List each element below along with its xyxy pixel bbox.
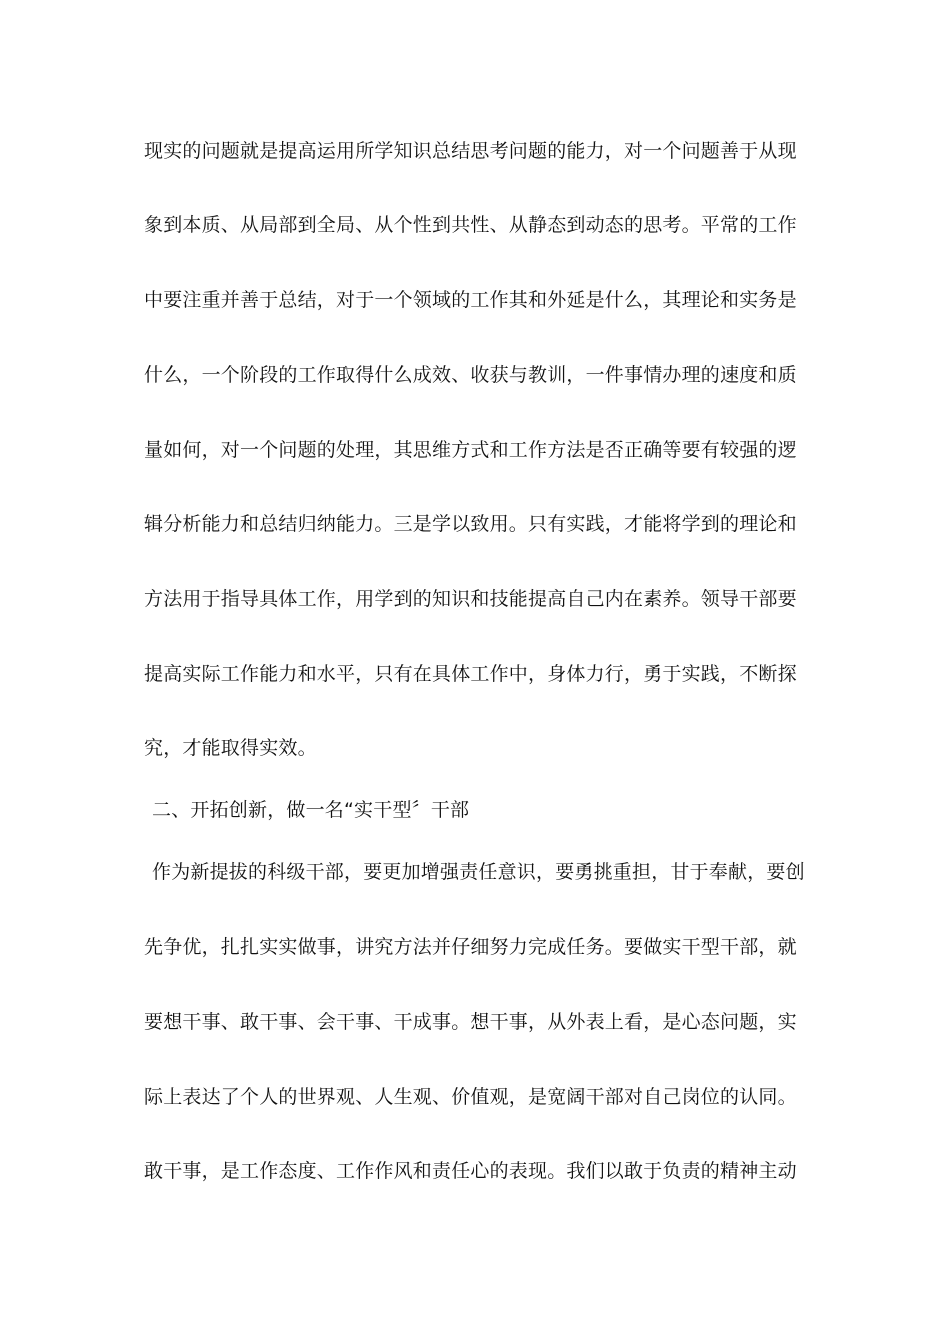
paragraph-line: 提高实际工作能力和水平，只有在具体工作中，身体力行，勇于实践，不断探 bbox=[144, 663, 797, 685]
section-heading: 二、开拓创新，做一名“实干型〞干部 bbox=[152, 799, 470, 821]
paragraph-line: 什么，一个阶段的工作取得什么成效、收获与教训，一件事情办理的速度和质 bbox=[144, 364, 797, 386]
paragraph-line: 要想干事、敢干事、会干事、干成事。想干事，从外表上看，是心态问题，实 bbox=[144, 1011, 797, 1033]
paragraph-line: 中要注重并善于总结，对于一个领域的工作其和外延是什么，其理论和实务是 bbox=[144, 289, 797, 311]
paragraph-line: 辑分析能力和总结归纳能力。三是学以致用。只有实践，才能将学到的理论和 bbox=[144, 513, 797, 535]
paragraph-line: 敢干事，是工作态度、工作作风和责任心的表现。我们以敢于负责的精神主动 bbox=[144, 1160, 797, 1182]
paragraph-line: 究，才能取得实效。 bbox=[144, 737, 317, 759]
paragraph-line: 际上表达了个人的世界观、人生观、价值观，是宽阔干部对自己岗位的认同。 bbox=[144, 1086, 797, 1108]
paragraph-line: 作为新提拔的科级干部，要更加增强责任意识，要勇挑重担，甘于奉献，要创 bbox=[152, 861, 805, 883]
paragraph-line: 量如何，对一个问题的处理，其思维方式和工作方法是否正确等要有较强的逻 bbox=[144, 439, 797, 461]
paragraph-line: 方法用于指导具体工作，用学到的知识和技能提高自己内在素养。领导干部要 bbox=[144, 588, 797, 610]
paragraph-line: 象到本质、从局部到全局、从个性到共性、从静态到动态的思考。平常的工作 bbox=[144, 214, 797, 236]
paragraph-line: 先争优，扎扎实实做事，讲究方法并仔细努力完成任务。要做实干型干部，就 bbox=[144, 936, 797, 958]
paragraph-line: 现实的问题就是提高运用所学知识总结思考问题的能力，对一个问题善于从现 bbox=[144, 140, 797, 162]
